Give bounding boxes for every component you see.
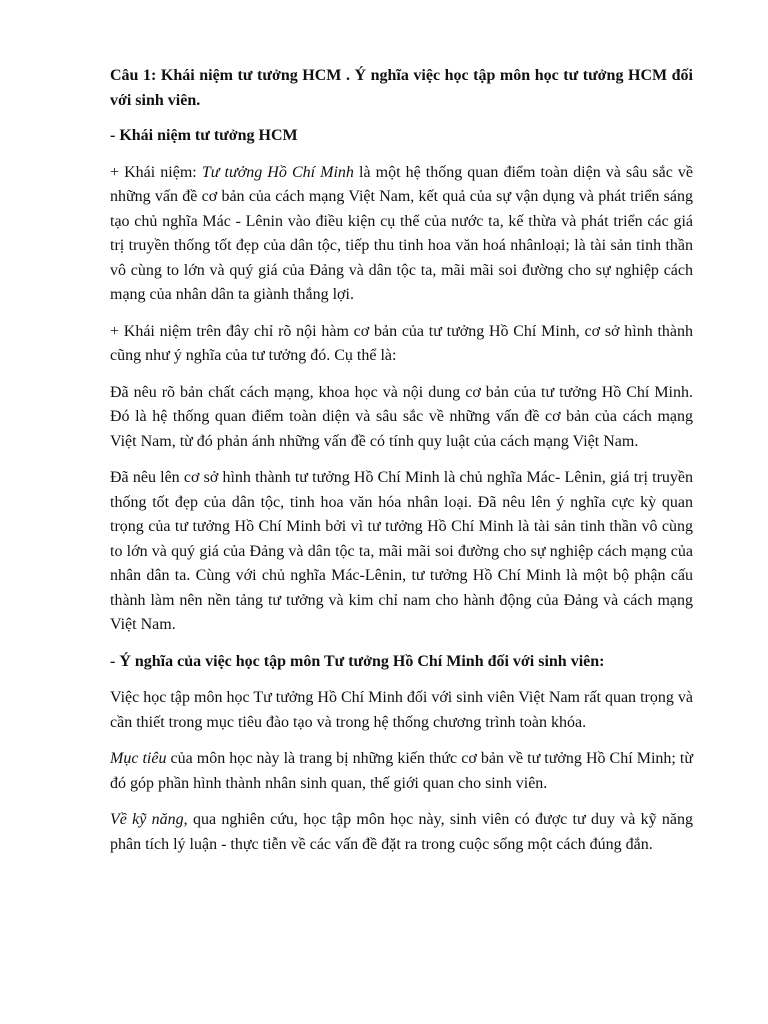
italic-term: Tư tưởng Hồ Chí Minh <box>201 163 354 181</box>
section-heading-significance: - Ý nghĩa của việc học tập môn Tư tưởng Hồ Chí Minh đối với sinh viên: <box>110 652 605 670</box>
paragraph-text: , qua nghiên cứu, học tập môn học này, sinh viên có được tư duy và kỹ năng phân tích lý luận - thực tiễn về các vấn đề đặt ra trong cuộc sống một cách đúng đắn. <box>110 811 694 853</box>
italic-term: Về kỹ năng <box>110 811 184 828</box>
italic-term: Mục tiêu <box>110 750 167 767</box>
document-page <box>110 64 693 869</box>
paragraph-text: của môn học này là trang bị những kiến thức cơ bản về tư tưởng Hồ Chí Minh; từ đó góp phần hình thành nhân sinh quan, thế giới quan cho sinh viên. <box>110 750 694 792</box>
paragraph-text: là một hệ thống quan điểm toàn diện và sâu sắc về những vấn đề cơ bản của cách mạng Việt Nam, kết quả của sự vận dụng và phát triển sáng tạo chủ nghĩa Mác - Lênin vào điều kiện cụ thể của nước ta, kế thừa và phát triển các giá trị truyền thống tốt đẹp của dân tộc, tiếp thu tinh hoa văn hoá nhânloại; là tài sản tinh thần vô cùng to lớn và quý giá của Đảng và dân tộc ta, mãi mãi soi đường cho sự nghiệp cách mạng của nhân dân ta giành thắng lợi. <box>110 163 694 303</box>
paragraph-objective <box>110 747 693 796</box>
document-title: Câu 1: Khái niệm tư tưởng HCM . Ý nghĩa việc học tập môn học tư tưởng HCM đối với sinh viên. <box>110 67 693 109</box>
section-heading-concept: - Khái niệm tư tưởng HCM <box>110 127 298 144</box>
paragraph-basis: Đã nêu lên cơ sở hình thành tư tưởng Hồ Chí Minh là chủ nghĩa Mác- Lênin, giá trị truyền thống tốt đẹp của dân tộc, tinh hoa văn hóa nhân loại. Đã nêu lên ý nghĩa cực kỳ quan trọng của tư tưởng Hồ Chí Minh bởi vì tư tưởng Hồ Chí Minh là tài sản tinh thần vô cùng to lớn và quý giá của Đảng và dân tộc ta, mãi mãi soi đường cho sự nghiệp cách mạng của nhân dân ta. Cùng với chủ nghĩa Mác-Lênin, tư tưởng Hồ Chí Minh là một bộ phận cấu thành làm nên nền tảng tư tưởng và kim chỉ nam cho hành động của Đảng và cách mạng Việt Nam. <box>110 469 693 633</box>
paragraph-importance: Việc học tập môn học Tư tưởng Hồ Chí Minh đối với sinh viên Việt Nam rất quan trọng và cần thiết trong mục tiêu đào tạo và trong hệ thống chương trình toàn khóa. <box>110 689 693 731</box>
paragraph-concept-scope: + Khái niệm trên đây chỉ rõ nội hàm cơ bản của tư tưởng Hồ Chí Minh, cơ sở hình thành cũng như ý nghĩa của tư tưởng đó. Cụ thể là: <box>110 322 693 364</box>
paragraph-skills <box>110 808 693 857</box>
paragraph-prefix: + Khái niệm: <box>110 163 202 181</box>
paragraph-nature: Đã nêu rõ bản chất cách mạng, khoa học và nội dung cơ bản của tư tưởng Hồ Chí Minh. Đó là hệ thống quan điểm toàn diện và sâu sắc về những vấn đề cơ bản của cách mạng Việt Nam, từ đó phản ánh những vấn đề có tính quy luật của cách mạng Việt Nam. <box>110 383 693 450</box>
paragraph-concept-definition <box>110 161 693 308</box>
